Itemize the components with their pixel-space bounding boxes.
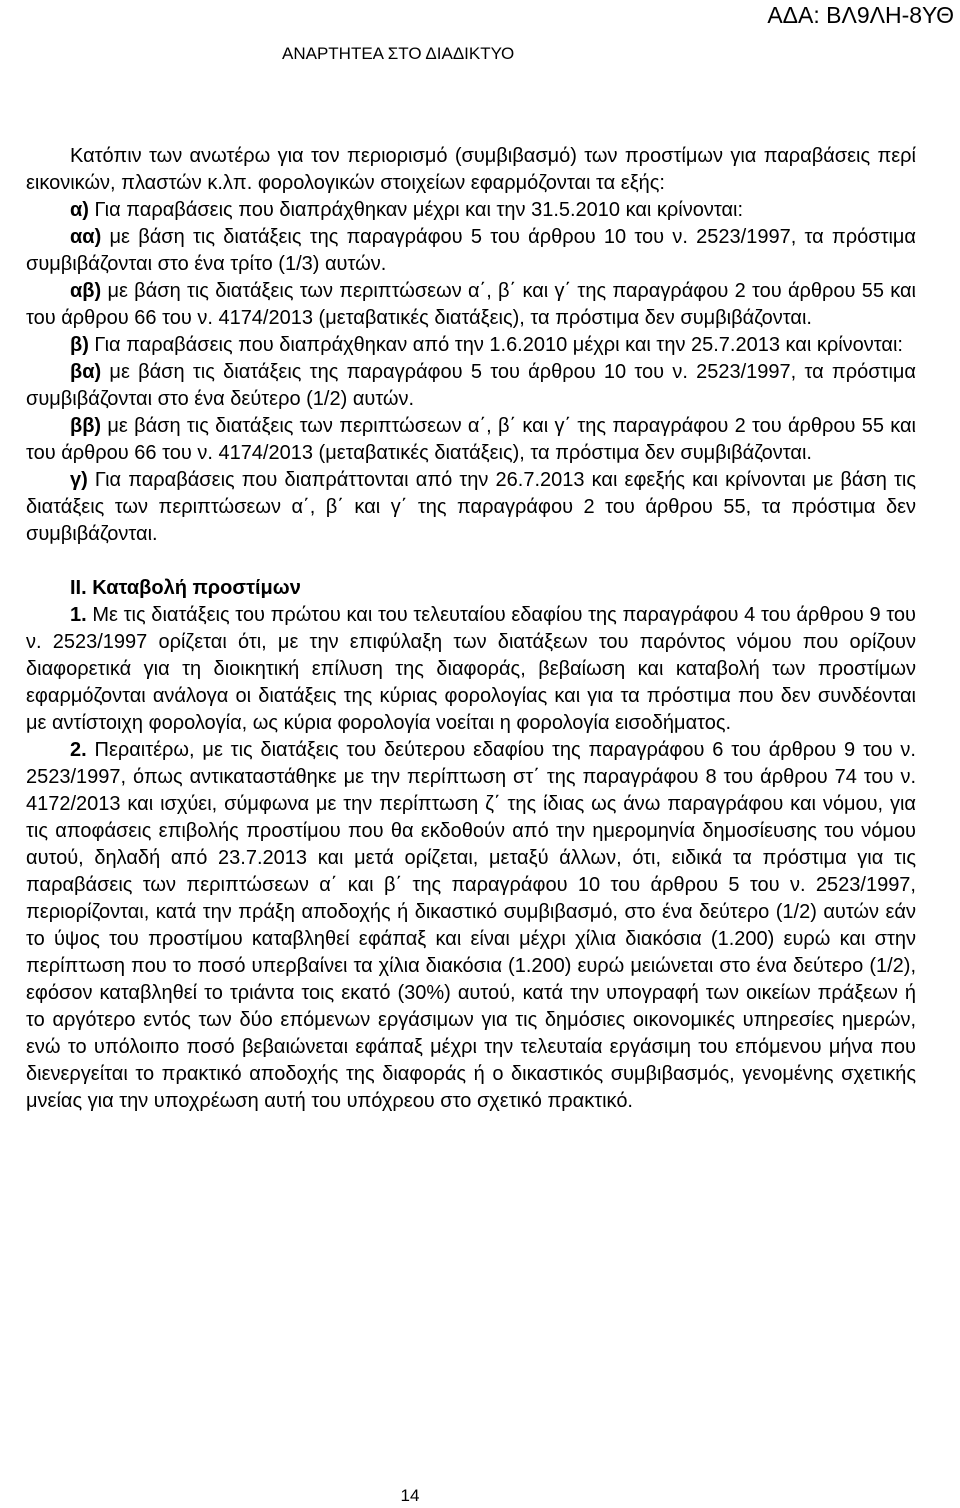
section-title: ΙΙ. Καταβολή προστίμων (70, 577, 301, 599)
case-ab-label: αβ) (70, 280, 102, 302)
case-ba-text: με βάση τις διατάξεις της παραγράφου 5 του άρθρου 10 του ν. 2523/1997, τα πρόστιμα συμβιβάζονται στο ένα δεύτερο (1/2) αυτών. (26, 361, 916, 410)
case-ba-label: βα) (70, 361, 102, 383)
paragraph-1 (26, 602, 916, 737)
page-number: 14 (400, 1486, 420, 1505)
paragraph-2-text: Περαιτέρω, με τις διατάξεις του δεύτερου εδαφίου της παραγράφου 6 του άρθρου 9 του ν. 2523/1997, όπως αντικαταστάθηκε με την περίπτωση στ΄ της παραγράφου 8 του άρθρου 74 του ν. 4172/2013 και ισχύει, σύμφωνα με την περίπτωση ζ΄ της ίδιας ως άνω παραγράφου και νόμου, για τις αποφάσεις επιβολής προστίμου που θα εκδοθούν από την ημερομηνία δημοσίευσης του νόμου αυτού, δηλαδή από 23.7.2013 και μετά ορίζεται, μεταξύ άλλων, ότι, ειδικά τα πρόστιμα για τις παραβάσεις των περιπτώσεων α΄ και β΄ της παραγράφου 10 του άρθρου 5 του ν. 2523/1997, περιορίζονται, κατά την πράξη αποδοχής ή δικαστικό συμβιβασμό, στο ένα δεύτερο (1/2) αυτών εάν το ύψος του προστίμου καταβληθεί εφάπαξ και είναι μέχρι χίλια διακόσια (1.200) ευρώ και στην περίπτωση που το ποσό υπερβαίνει τα χίλια διακόσια (1.200) ευρώ μειώνεται στο ένα δεύτερο (1/2), εφόσον καταβληθεί το τριάντα τοις εκατό (30%) αυτού, κατά την υπογραφή των οικείων πράξεων ή το αργότερο εντός των δύο επόμενων εργάσιμων για τις δημόσιες οικονομικές υπηρεσίες ημερών, ενώ το υπόλοιπο ποσό βεβαιώνεται εφάπαξ μέχρι την τελευταία εργάσιμη του επόμενου μήνα που διενεργείται το πρακτικό αποδοχής της διαφοράς ή ο δικαστικός συμβιβασμός, γενομένης σχετικής μνείας για την υποχρέωση αυτή του υπόχρεου στο σχετικό πρακτικό. (26, 739, 916, 1112)
case-bb (26, 413, 916, 467)
case-a-label: α) (70, 199, 89, 221)
case-bb-label: ββ) (70, 415, 102, 437)
case-g-label: γ) (70, 469, 88, 491)
case-b-label: β) (70, 334, 89, 356)
case-bb-text: με βάση τις διατάξεις των περιπτώσεων α΄, β΄ και γ΄ της παραγράφου 2 του άρθρου 55 και του άρθρου 66 του ν. 4174/2013 (μεταβατικές διατάξεις), τα πρόστιμα δεν συμβιβάζονται. (26, 415, 916, 464)
case-a-text: Για παραβάσεις που διαπράχθηκαν μέχρι και την 31.5.2010 και κρίνονται: (88, 199, 744, 221)
case-ab-text: με βάση τις διατάξεις των περιπτώσεων α΄, β΄ και γ΄ της παραγράφου 2 του άρθρου 55 και του άρθρου 66 του ν. 4174/2013 (μεταβατικές διατάξεις), τα πρόστιμα δεν συμβιβάζονται. (26, 280, 916, 329)
case-ba (26, 359, 916, 413)
case-g (26, 467, 916, 548)
paragraph-2 (26, 737, 916, 1115)
case-b-text: Για παραβάσεις που διαπράχθηκαν από την 1.6.2010 μέχρι και την 25.7.2013 και κρίνονται: (88, 334, 903, 356)
case-g-text: Για παραβάσεις που διαπράττονται από την 26.7.2013 και εφεξής και κρίνονται με βάση τις διατάξεις των περιπτώσεων α΄, β΄ και γ΄ της παραγράφου 2 του άρθρου 55, τα πρόστιμα δεν συμβιβάζονται. (26, 469, 916, 545)
ada-code: ΑΔΑ: ΒΛ9ΛΗ-8ΥΘ (767, 2, 954, 28)
posted-online-label: ΑΝΑΡΤΗΤΕΑ ΣΤΟ ΔΙΑΔΙΚΤΥΟ (282, 44, 515, 63)
paragraph-1-label: 1. (70, 604, 87, 626)
case-aa-label: αα) (70, 226, 102, 248)
section-heading (26, 575, 916, 602)
case-a (26, 197, 916, 224)
paragraph-2-label: 2. (70, 739, 87, 761)
intro-text: Κατόπιν των ανωτέρω για τον περιορισμό (συμβιβασμό) των προστίμων για παραβάσεις περί εικονικών, πλαστών κ.λπ. φορολογικών στοιχείων εφαρμόζονται τα εξής: (26, 145, 916, 194)
document-body (26, 143, 916, 1115)
case-ab (26, 278, 916, 332)
case-b (26, 332, 916, 359)
case-aa-text: με βάση τις διατάξεις της παραγράφου 5 του άρθρου 10 του ν. 2523/1997, τα πρόστιμα συμβιβάζονται στο ένα τρίτο (1/3) αυτών. (26, 226, 916, 275)
case-aa (26, 224, 916, 278)
paragraph-1-text: Με τις διατάξεις του πρώτου και του τελευταίου εδαφίου της παραγράφου 4 του άρθρου 9 του ν. 2523/1997 ορίζεται ότι, με την επιφύλαξη των διατάξεων του παρόντος νόμου που ορίζουν διαφορετικά για τη διοικητική επίλυση της διαφοράς, βεβαίωση και καταβολή των προστίμων εφαρμόζονται ανάλογα οι διατάξεις της κύριας φορολογίας και για τα πρόστιμα που δεν συνδέονται με αντίστοιχη φορολογία, ως κύρια φορολογία νοείται η φορολογία εισοδήματος. (26, 604, 916, 734)
intro-paragraph (26, 143, 916, 197)
